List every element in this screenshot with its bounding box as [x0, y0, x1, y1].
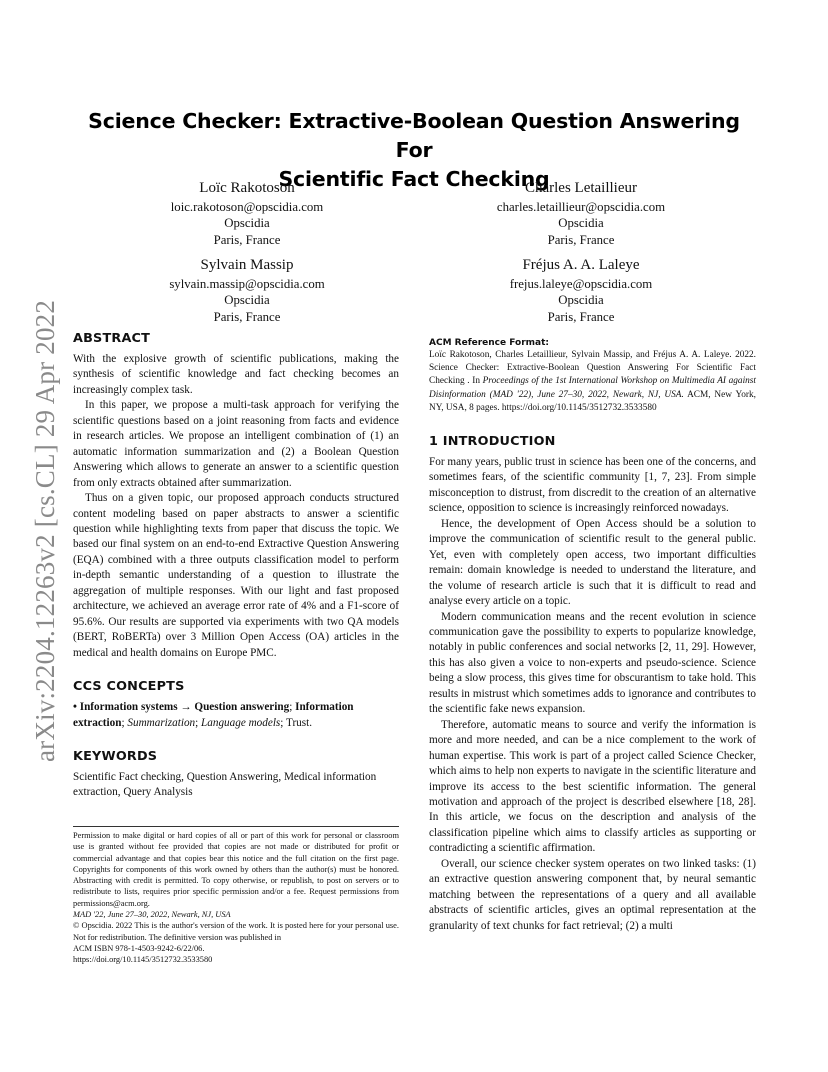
introduction-heading: 1 INTRODUCTION — [429, 434, 556, 450]
footnote-venue-text: MAD '22, June 27–30, 2022, Newark, NJ, USA — [73, 910, 231, 920]
author-location: Paris, France — [547, 309, 615, 324]
footnote-doi[interactable]: https://doi.org/10.1145/3512732.3533580 — [73, 955, 213, 965]
footnote-venue — [73, 909, 399, 920]
author-block — [117, 255, 377, 325]
ccs-concept: Summarization — [127, 716, 196, 729]
abstract-paragraph: In this paper, we propose a multi-task approach for verifying the scientific questions based on a joint reasoning from facts and evidence in research articles. We propose an intelligent combination of (1) an automatic information summarization and (2) a Boolean Question Answering which allows to generate an answer to a scientific question from only extracts obtained after summarization. — [73, 399, 399, 489]
acm-reference-text — [429, 349, 756, 415]
author-email: frejus.laleye@opscidia.com — [509, 277, 653, 291]
author-block — [117, 178, 377, 248]
author-org: Opscidia — [224, 216, 270, 231]
ccs-separator: ; — [195, 716, 202, 729]
intro-paragraph: For many years, public trust in science has been one of the concerns, and sometimes fears, of the scientific community [1, 7, 23]. From simple misconception to distrust, from discredit to the creation of an alternative science, opposition to science is increasingly reinforced nowadays. — [429, 456, 756, 515]
author-email: loic.rakotoson@opscidia.com — [170, 200, 324, 214]
author-location: Paris, France — [213, 309, 281, 324]
acm-reference-publisher: ACM, New York, NY, USA, 8 pages. https://doi.org/10.1145/3512732.3533580 — [429, 389, 756, 413]
ccs-concept: Language models — [201, 716, 281, 729]
intro-paragraph: Overall, our science checker system operates on two linked tasks: (1) an extractive question answering component that, by neural semantic matching between the representations of a query and all available abstracts of scientific articles, gives an optimal representation at the granularity of text chunks for fact retrieval; (2) a multi — [429, 857, 756, 932]
author-block — [451, 255, 711, 325]
ccs-concept: ; Trust. — [280, 716, 313, 729]
author-location: Paris, France — [213, 232, 281, 247]
author-email: sylvain.massip@opscidia.com — [169, 277, 325, 291]
right-column — [429, 337, 756, 934]
author-email: charles.letaillieur@opscidia.com — [496, 200, 666, 214]
abstract-heading: ABSTRACT — [73, 331, 151, 346]
author-name: Fréjus A. A. Laleye — [522, 257, 640, 273]
intro-paragraph: Modern communication means and the recent evolution in science communication gave the possibility to experts to popularize knowledge, notably in public conferences and social networks [2, 11, 29]. However, this has also given a voice to non-experts and pseudo-science. Science being a slow process, this gives time for obscurantism to take hold. This results in mistrust which sometimes adds to ignorance and contributes to the scientific fake news expansion. — [429, 610, 756, 716]
author-org: Opscidia — [224, 293, 270, 308]
author-name: Loïc Rakotoson — [199, 180, 295, 196]
permission-footnote — [73, 826, 399, 966]
title-line-2: Scientific Fact Checking — [278, 167, 550, 191]
acm-reference-proceedings: Proceedings of the 1st International Workshop on Multimedia AI against Disinformation (MAD '22), June 27–30, 2022, Newark, NJ, USA. — [429, 376, 756, 400]
ccs-separator: ; — [121, 716, 128, 729]
author-location: Paris, France — [547, 232, 615, 247]
intro-paragraph: Hence, the development of Open Access should be a solution to improve the communication of scientific result to the general public. Yet, even with completely open access, two important difficulties remain: domain knowledge is needed to understand the literature, and the volume of research article is such that it is difficult to read and analyse every article on a topic. — [429, 517, 756, 608]
keywords-text: Scientific Fact checking, Question Answering, Medical information extraction, Query Analysis — [73, 770, 377, 799]
author-name: Charles Letaillieur — [524, 180, 638, 196]
ccs-concept: Information extraction — [73, 701, 354, 729]
footnote-copyright: © Opscidia. 2022 This is the author's version of the work. It is posted here for your personal use. Not for redistribution. The definitive version was published in — [73, 921, 399, 942]
keywords-heading: KEYWORDS — [73, 748, 158, 764]
abstract-paragraph: With the explosive growth of scientific publications, making the synthesis of scientific knowledge and fact checking becomes an increasingly complex task. — [73, 353, 399, 396]
title-line-1: Science Checker: Extractive-Boolean Question Answering For — [88, 109, 740, 162]
ccs-separator: ; — [289, 701, 296, 714]
intro-paragraph: Therefore, automatic means to source and verify the information is more and more needed, and can be a nice complement to the work of human expertise. This work is part of a project called Science Checker, which aims to help non experts to navigate in the scientific literature and improve its access to the best scientific information. The general motivation and approach of the project is described elsewhere [18, 28]. In this article, we focus on the description and analysis of the classification pipeline which aims to classify articles as supporting or contradicting a scientific affirmation. — [429, 718, 756, 855]
ccs-concept: Information systems → Question answering — [79, 701, 290, 714]
acm-reference-heading: ACM Reference Format: — [429, 338, 549, 348]
author-block — [451, 178, 711, 248]
footnote-permission: Permission to make digital or hard copies of all or part of this work for personal or classroom use is granted without fee provided that copies are not made or distributed for profit or commercial advantage and that copies bear this notice and the full citation on the first page. Copyrights for components of this work owned by others than the author(s) must be honored. Abstracting with credit is permitted. To copy otherwise, or republish, to post on servers or to redistribute to lists, requires prior specific permission and/or a fee. Request permissions from permissions@acm.org. — [73, 831, 399, 908]
author-org: Opscidia — [558, 216, 604, 231]
ccs-concepts — [73, 700, 399, 731]
acm-reference-authors: Loïc Rakotoson, Charles Letaillieur, Sylvain Massip, and Fréjus A. A. Laleye. 2022. Science Checker: Extractive-Boolean Question Answering For Scientific Fact Checking . In — [429, 350, 756, 387]
ccs-heading: CCS CONCEPTS — [73, 679, 185, 695]
ccs-bullet: • — [73, 701, 77, 714]
author-org: Opscidia — [558, 293, 604, 308]
footnote-isbn: ACM ISBN 978-1-4503-9242-6/22/06. — [73, 943, 205, 953]
left-column — [73, 331, 399, 801]
arxiv-identifier: arXiv:2204.12263v2 [cs.CL] 29 Apr 2022 — [30, 299, 60, 762]
abstract-paragraph: Thus on a given topic, our proposed approach conducts structured content modeling based on paper abstracts to answer a scientific question while highlighting texts from paper that discuss the topic. We based our final system on an end-to-end Extractive Question Answering (EQA) combined with a three outputs classification model to perform in-depth semantic understanding of a question to illustrate the aggregation of multiple responses. With our light and fast proposed architecture, we achieved an average error rate of 4% and a F1-score of 95.6%. Our results are supported via experiments with two QA models (BERT, RoBERTa) over 3 Million Open Access (OA) articles in the medical and health domains on Europe PMC. — [73, 492, 399, 659]
author-name: Sylvain Massip — [200, 257, 294, 273]
